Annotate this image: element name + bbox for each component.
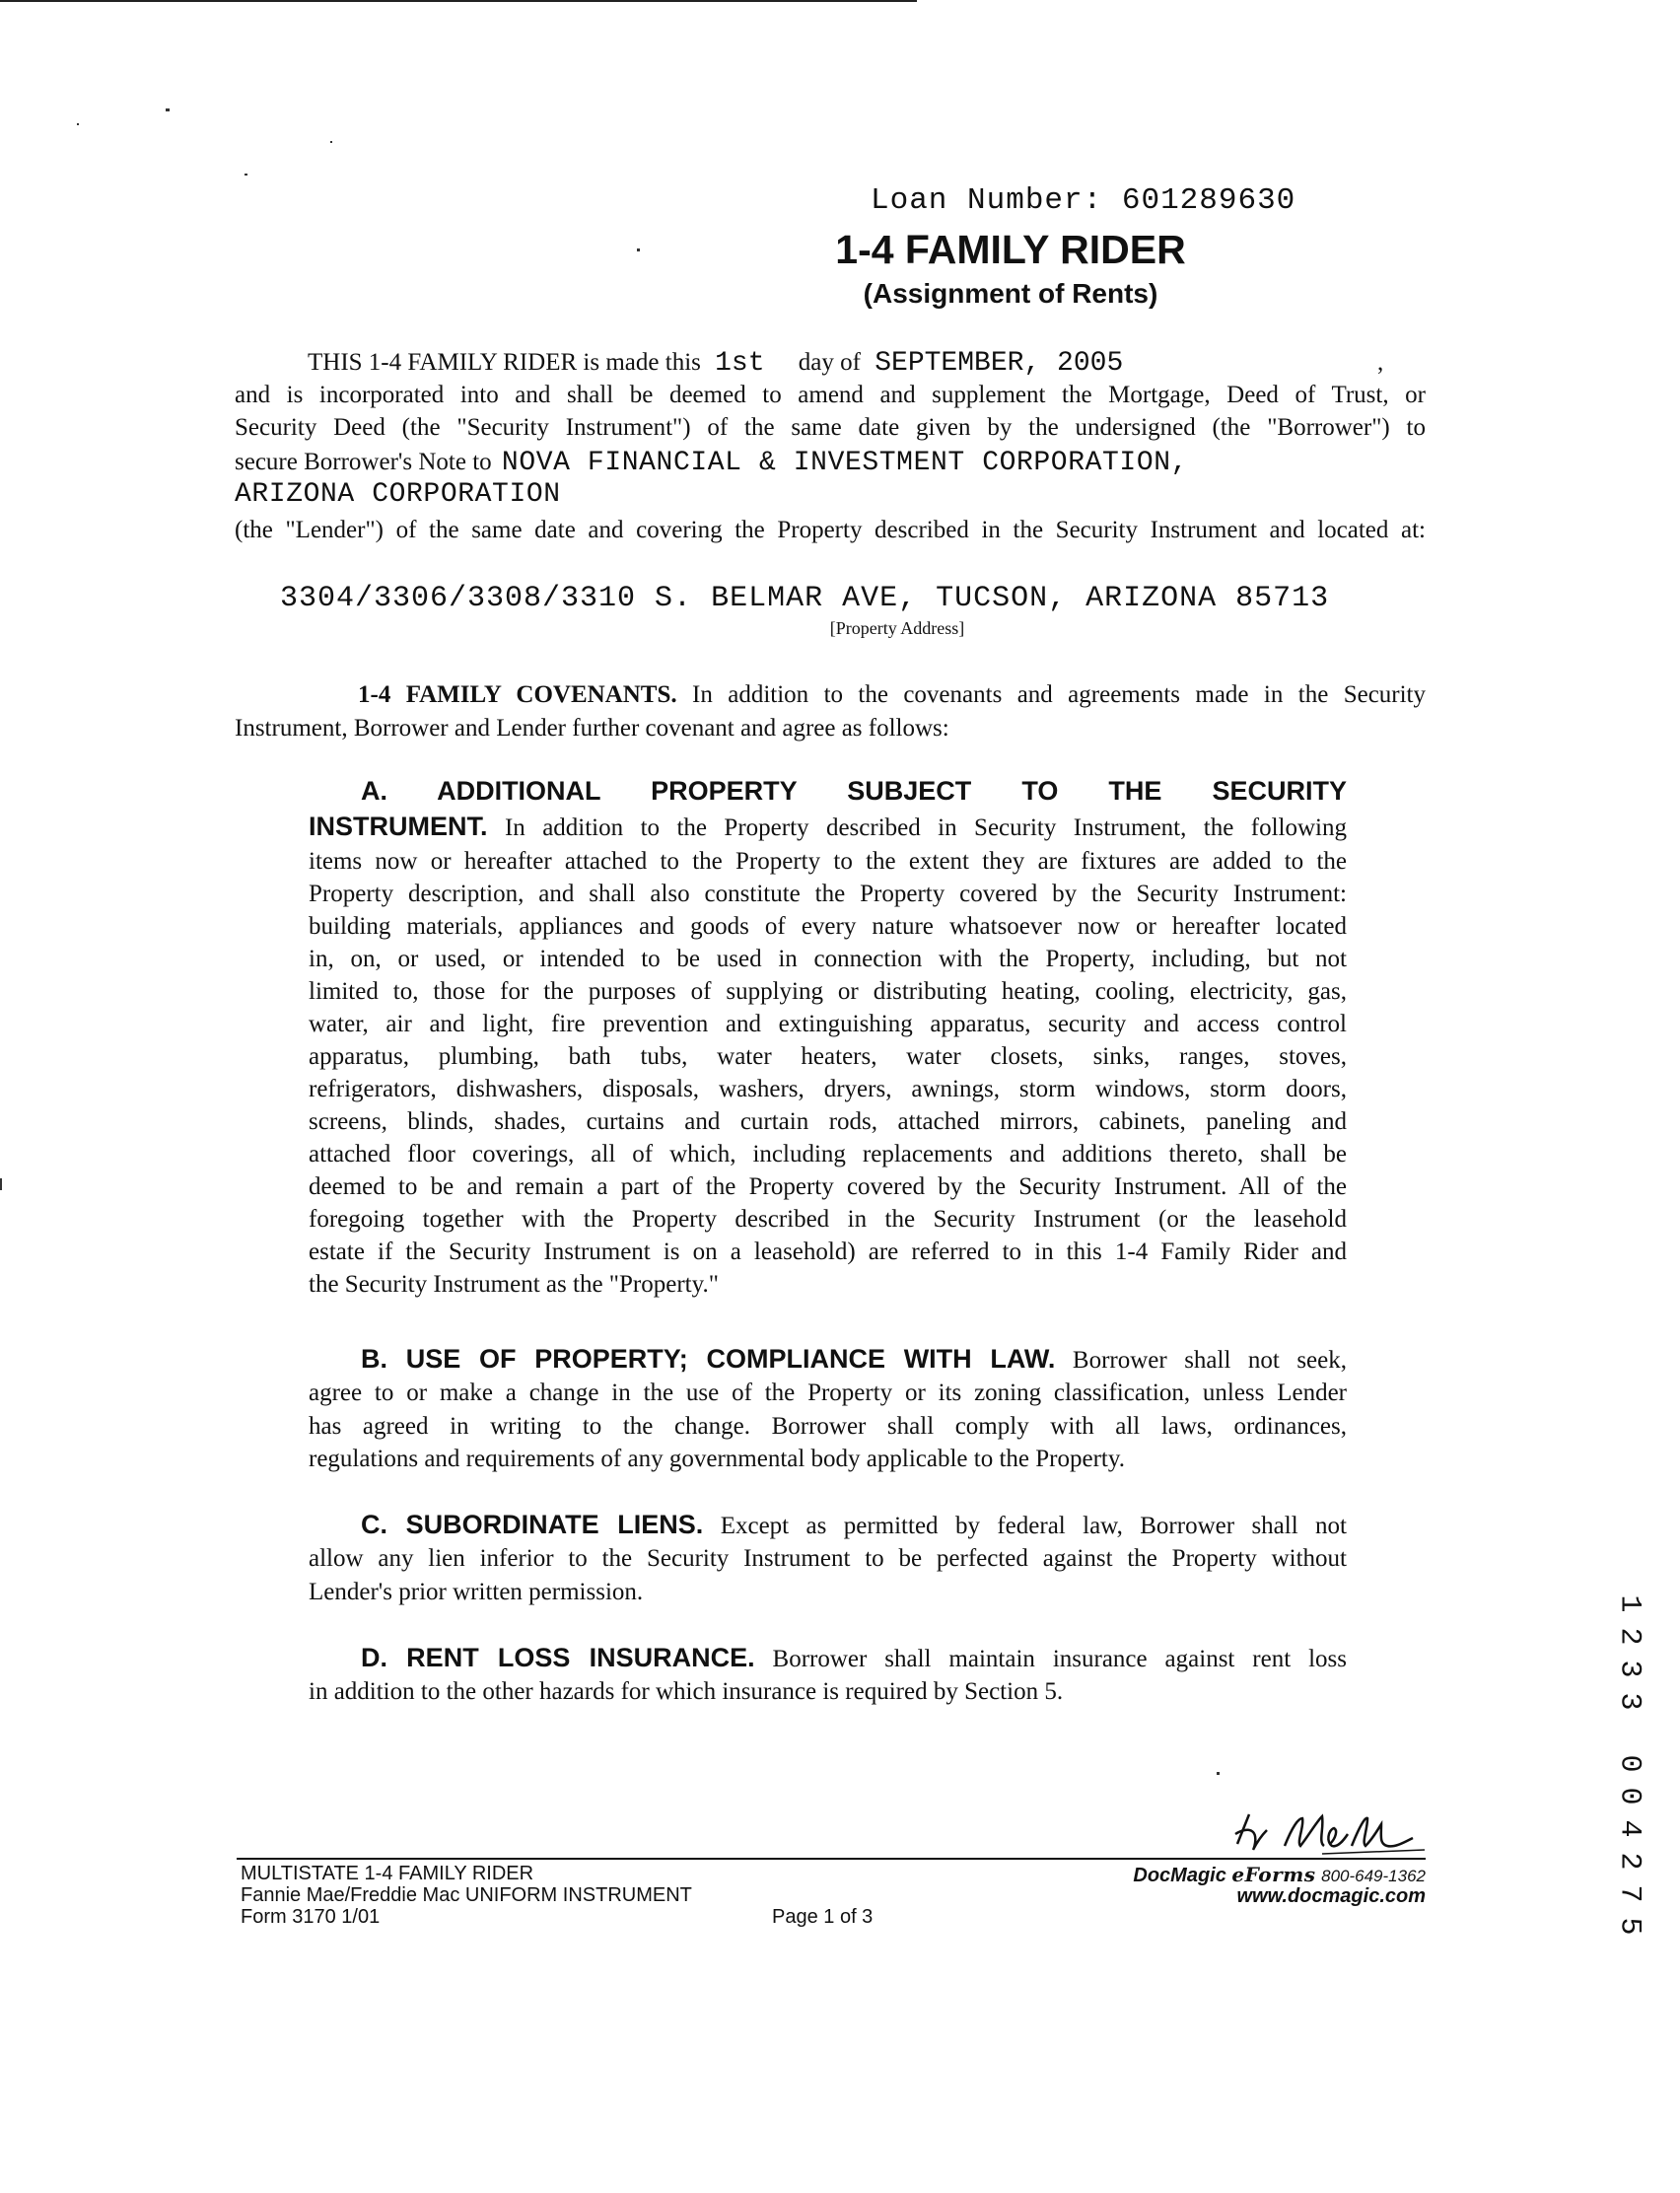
margin-code-digit: 5	[1612, 1917, 1646, 1936]
eforms-logo: eForms	[1231, 1863, 1316, 1886]
section-b-line: regulations and requirements of any governmental body applicable to the Property.	[309, 1446, 1125, 1472]
section-a-line: refrigerators, dishwashers, disposals, washers, dryers, awnings, storm windows, storm doors,	[309, 1076, 1347, 1102]
section-a-line: foregoing together with the Property described in the Security Instrument (or the leasehold	[309, 1206, 1347, 1233]
form-title: MULTISTATE 1-4 FAMILY RIDER	[241, 1863, 534, 1884]
margin-code-digit: 3	[1612, 1660, 1646, 1678]
section-a-line: estate if the Security Instrument is on a leasehold) are referred to in this 1-4 Family Rider and	[309, 1238, 1347, 1265]
property-address: 3304/3306/3308/3310 S. BELMAR AVE, TUCSON, ARIZONA 85713	[280, 582, 1330, 615]
section-c-line: allow any lien inferior to the Security Instrument to be perfected against the Property without	[309, 1545, 1347, 1572]
scan-speck	[166, 108, 170, 111]
margin-code-digit: 7	[1612, 1884, 1646, 1903]
section-b-line: has agreed in writing to the change. Borrower shall comply with all laws, ordinances,	[309, 1413, 1347, 1440]
borrower-initials-signature	[1227, 1797, 1435, 1858]
section-c-line-1: C. SUBORDINATE LIENS. Except as permitted by federal law, Borrower shall not	[361, 1510, 1348, 1539]
scan-speck	[330, 141, 332, 143]
docmagic-url: www.docmagic.com	[1236, 1885, 1426, 1907]
top-border-line	[0, 0, 917, 2]
section-a-line: limited to, those for the purposes of supplying or distributing heating, cooling, electricity, gas,	[309, 978, 1347, 1005]
margin-code-digit: 2	[1612, 1852, 1646, 1871]
margin-code-digit: 1	[1612, 1594, 1646, 1613]
scan-speck	[245, 174, 247, 176]
section-a-heading-continued: INSTRUMENT.	[309, 812, 488, 841]
rider-day: 1st	[715, 348, 765, 379]
loan-number	[871, 183, 1295, 218]
intro-line-3: Security Deed (the "Security Instrument") of the same date given by the undersigned (the "Borrower") to	[235, 414, 1426, 441]
section-b-line-1: B. USE OF PROPERTY; COMPLIANCE WITH LAW. Borrower shall not seek,	[361, 1344, 1347, 1374]
section-a-line: items now or hereafter attached to the Property to the extent they are fixtures are added to the	[309, 848, 1347, 875]
section-a-line: screens, blinds, shades, curtains and curtain rods, attached mirrors, cabinets, paneling and	[309, 1108, 1347, 1135]
section-a-line: building materials, appliances and goods of every nature whatsoever now or hereafter located	[309, 913, 1347, 940]
intro-line-4: secure Borrower's Note to NOVA FINANCIAL & INVESTMENT CORPORATION,	[235, 448, 1189, 478]
intro-line-1: THIS 1-4 FAMILY RIDER is made this 1st day of SEPTEMBER, 2005	[308, 348, 1124, 379]
section-a-line: water, air and light, fire prevention and extinguishing apparatus, security and access control	[309, 1011, 1347, 1037]
scan-speck	[0, 1178, 2, 1190]
footer-rule	[237, 1858, 1426, 1860]
margin-code-digit: 3	[1612, 1692, 1646, 1711]
margin-code-digit: 0	[1612, 1787, 1646, 1805]
document-title: 1-4 FAMILY RIDER	[835, 227, 1186, 272]
property-address-caption: [Property Address]	[829, 618, 965, 638]
section-c-heading: C. SUBORDINATE LIENS.	[361, 1510, 704, 1539]
docmagic-logo: DocMagic	[1133, 1865, 1226, 1886]
form-subtitle: Fannie Mae/Freddie Mac UNIFORM INSTRUMENT	[241, 1884, 692, 1906]
margin-code-digit: 2	[1612, 1627, 1646, 1646]
section-a-line-1: INSTRUMENT. In addition to the Property described in Security Instrument, the following	[309, 812, 1347, 841]
intro-comma: ,	[1377, 349, 1384, 376]
section-a-line: Property description, and shall also constitute the Property covered by the Security Instrument:	[309, 881, 1347, 907]
scan-speck	[77, 123, 79, 125]
section-a-line: attached floor coverings, all of which, including replacements and additions thereto, shall be	[309, 1141, 1347, 1167]
section-a-line: deemed to be and remain a part of the Property covered by the Security Instrument. All of the	[309, 1173, 1347, 1200]
loan-number-label: Loan Number:	[871, 183, 1103, 218]
section-b-line: agree to or make a change in the use of the Property or its zoning classification, unless Lender	[309, 1379, 1347, 1406]
loan-number-value: 601289630	[1121, 183, 1296, 218]
margin-code-digit: 4	[1612, 1819, 1646, 1838]
covenants-heading: 1-4 FAMILY COVENANTS.	[358, 681, 677, 708]
margin-code-digit: 0	[1612, 1754, 1646, 1773]
section-d-line: in addition to the other hazards for which insurance is required by Section 5.	[309, 1678, 1064, 1705]
form-number: Form 3170 1/01	[241, 1906, 381, 1928]
margin-document-code	[1609, 1588, 1648, 1943]
section-d-heading: D. RENT LOSS INSURANCE.	[361, 1643, 755, 1672]
section-a-line: the Security Instrument as the "Property."	[309, 1271, 719, 1298]
rider-date: SEPTEMBER, 2005	[875, 348, 1124, 379]
lender-name: NOVA FINANCIAL & INVESTMENT CORPORATION,	[501, 448, 1189, 478]
section-a-heading: A. ADDITIONAL PROPERTY SUBJECT TO THE SECURITY	[361, 776, 1347, 806]
intro-line-6: (the "Lender") of the same date and covering the Property described in the Security Instrument and located at:	[235, 517, 1426, 543]
lender-name-continued: ARIZONA CORPORATION	[235, 479, 561, 510]
page-number: Page 1 of 3	[772, 1906, 874, 1928]
intro-line-2: and is incorporated into and shall be deemed to amend and supplement the Mortgage, Deed of Trust, or	[235, 382, 1426, 408]
covenants-line-2: Instrument, Borrower and Lender further covenant and agree as follows:	[235, 715, 949, 742]
document-subtitle: (Assignment of Rents)	[863, 278, 1158, 309]
scan-speck	[1217, 1772, 1220, 1775]
section-c-line: Lender's prior written permission.	[309, 1579, 644, 1605]
section-a-line: in, on, or used, or intended to be used in connection with the Property, including, but not	[309, 946, 1347, 972]
covenants-line-1: 1-4 FAMILY COVENANTS. In addition to the covenants and agreements made in the Security	[358, 681, 1427, 708]
section-d-line-1: D. RENT LOSS INSURANCE. Borrower shall maintain insurance against rent loss	[361, 1643, 1348, 1672]
docmagic-brand-line	[1031, 1863, 1426, 1887]
section-b-heading: B. USE OF PROPERTY; COMPLIANCE WITH LAW.	[361, 1344, 1056, 1374]
section-a-line: apparatus, plumbing, bath tubs, water heaters, water closets, sinks, ranges, stoves,	[309, 1043, 1347, 1070]
docmagic-phone: 800-649-1362	[1321, 1867, 1426, 1885]
